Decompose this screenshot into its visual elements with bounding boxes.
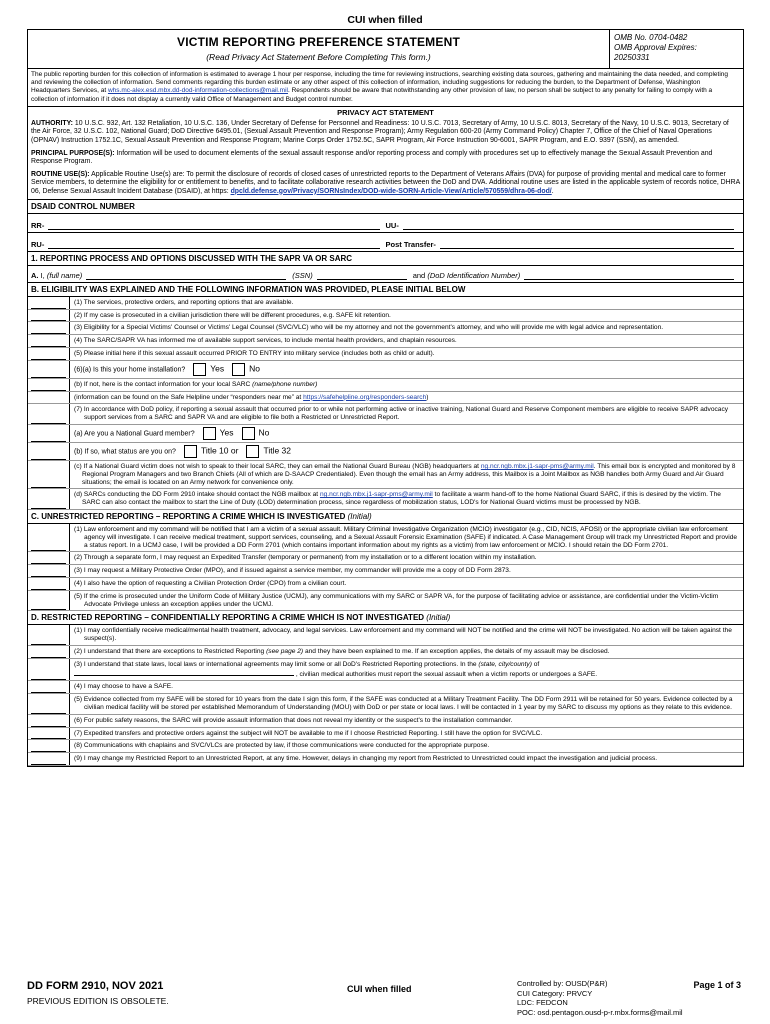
poc: POC: osd.pentagon.ousd-p-r.mbx.forms@mail.mil [517, 1007, 683, 1017]
cui-marking-top: CUI when filled [347, 14, 423, 26]
authority-paragraph [31, 120, 740, 145]
b-item-6b [28, 379, 743, 392]
burden-email-link[interactable]: whs.mc-alex.esd.mbx.dd-dod-information-collections@mail.mil [107, 87, 288, 95]
section-c-title [28, 510, 743, 524]
section-c-title-text: C. UNRESTRICTED REPORTING – REPORTING A CRIME WHICH IS INVESTIGATED [31, 511, 346, 521]
initial-field[interactable] [31, 740, 66, 752]
d-item-1 [28, 681, 743, 694]
rr-label: RR- [31, 220, 45, 230]
post-transfer-field[interactable] [440, 240, 734, 249]
no-label: No [249, 363, 261, 374]
home-no-checkbox[interactable] [232, 363, 245, 376]
burden-statement [28, 69, 743, 107]
page-number: Page 1 of 3 [693, 980, 741, 990]
q7c-text: (c) If a National Guard victim does not wish to speak to their local SARC, they can email the National Guard Bureau (NGB) headquarters at [74, 463, 479, 470]
omb-expires-date: 20250331 [614, 53, 650, 62]
b-item-6c [28, 392, 743, 405]
full-name-label: (full name) [46, 270, 83, 280]
purpose-text: Information will be used to document elements of the sexual assault response and/or reporting process and comply with procedures set up to effectively manage the Sexual Assault Prevention and Response Program. [31, 149, 713, 166]
initial-field[interactable] [31, 681, 66, 693]
omb-block [609, 30, 743, 68]
q7d-text: (d) SARCs conducting the DD Form 2910 intake should contact the NGB mailbox at [74, 491, 319, 499]
b-item-7b [28, 443, 743, 461]
dsaid-title: DSAID CONTROL NUMBER [28, 200, 743, 214]
form-body [27, 29, 744, 767]
obsolete-notice: PREVIOUS EDITION IS OBSOLETE. [27, 996, 169, 1006]
d-item-2 [28, 694, 743, 715]
q7a-text: (a) Are you a National Guard member? [74, 430, 195, 438]
routine-label: ROUTINE USE(S): [31, 171, 90, 179]
yes-label: Yes [210, 363, 225, 374]
authority-text: 10 U.S.C. 932, Art. 132 Retaliation, 10 U.S.C. 136, Under Secretary of Defense for Personnel and Readiness: 10 U.S.C. 7013, Secretary of Army, 10 U.S.C. 8013, Secretary of the Navy, 10 U.S.C. 9013, Secretary of the Air Force, 32 U.S.C. 102, National Guard; DoD Directive 6495.01, (Sexual Assault Prevention and Response Program); Army Regulation 600-20 (Army Command Policy) Chapter 7, Office of the Chief of Naval Operations (OPNAV) Instruction 1752.1C, Sexual Assault Prevention and Response Program; Marine Corps Order 1752.5C, SAPR Program, Air Force Instruction 90-6001, SAPR Program, and E.O. 9397 (SSN), as amended. [31, 120, 729, 144]
safe-helpline-link[interactable]: https://safehelpline.org/responders-search [303, 393, 427, 401]
initial-field[interactable] [31, 310, 66, 322]
title-block [28, 30, 609, 68]
footer [27, 980, 744, 1020]
d-item-text: (5) Evidence collected from my SAFE will be stored for 10 years from the date I sign this form, if the SAFE was conducted at a Military Treatment Facility. The DD Form 2911 will be retained for 50 years. Evidence collected by a civilian medical facility will be stored per established Memorandum of Understanding (MOU) with DoD or per state or local laws. I will be contacted in 1 year by my SARC to discuss my options as they relate to this evidence. [74, 696, 733, 711]
d-item-3 [28, 659, 743, 682]
dsaid-row-2 [28, 233, 743, 252]
b-item-7a [28, 425, 743, 443]
c-item-2 [28, 552, 743, 565]
initial-field[interactable] [31, 489, 66, 509]
initial-field[interactable] [31, 552, 66, 564]
b-item-1 [28, 297, 743, 310]
uu-label: UU- [385, 220, 399, 230]
q7d-end: to facilitate a warm hand-off to the home National Guard SARC, if this is desired by the victim. The SARC can also contact the mailbox to start the Line of Duty (LOD) determination process, since regardless of mobilization status, LOD's for National Guard victims must be processed by NGB. [82, 491, 721, 507]
title32-checkbox[interactable] [246, 445, 259, 458]
c-item-5 [28, 591, 743, 612]
d-item-4 [28, 728, 743, 741]
privacy-act-statement [28, 107, 743, 200]
dod-id-label: (DoD Identification Number) [427, 270, 521, 280]
dsaid-row-1 [28, 214, 743, 233]
full-name-field[interactable] [86, 271, 286, 280]
sorn-link[interactable]: dpcld.defense.gov/Privacy/SORNsIndex/DOD-wide-SORN-Article-View/Article/570559/dhra-06-dod/ [230, 187, 552, 195]
d-item-6 [28, 753, 743, 766]
q7b-text: (b) If so, what status are you on? [74, 448, 176, 456]
initial-field[interactable] [31, 728, 66, 740]
a-label: A. [31, 270, 39, 280]
d-item-text: (4) I may choose to have a SAFE. [74, 683, 173, 691]
c-item-3 [28, 565, 743, 578]
home-yes-checkbox[interactable] [193, 363, 206, 376]
initial-field[interactable] [31, 461, 66, 488]
initial-field[interactable] [31, 443, 66, 460]
d-item-5 [28, 740, 743, 753]
d-item-text: (6) For public safety reasons, the SARC will provide assault information that does not reveal my identity or the suspect's to the installation commander. [74, 716, 513, 724]
d2-italic: (see page 2) [266, 647, 304, 655]
section-a-row [28, 266, 743, 283]
d-item-text: (9) I may change my Restricted Report to an Unrestricted Report, at any time. However, delays in changing my report from Restricted to Unrestricted could impact the investigation and judicial process. [74, 755, 658, 763]
form-subtitle: (Read Privacy Act Statement Before Completing This form.) [206, 52, 431, 62]
initial-field[interactable] [31, 591, 66, 611]
b-item-text: (5) Please initial here if this sexual assault occurred PRIOR TO ENTRY into military service (includes both as child or adult). [74, 350, 435, 358]
burden-text-2: . Respondents should be aware that notwithstanding any other provision of law, no person shall be subject to any penalty for failing to comply with a collection of information if it does not display a currently valid Office of Management and Budget control number. [31, 87, 713, 103]
c-item-text: (1) Law enforcement and my command will be notified that I am a victim of a sexual assault. Military Criminal Investigative Organization (MCIO) investigator (e.g., CID, NCIS, AFOSI) or the appropriate civilian law enforcement agency will investigate. I can receive medical treatment, support services, counseling, and a Sexual Assault Forensic Examination (SAFE) if indicated. A Case Management Group will track my Unrestricted Report and provide a status report. In a UCMJ case, I will be provided a DD Form 2701 (which contains important information about my rights as a victim) from law enforcement or MCIO. I should retain the DD Form 2701. [74, 525, 738, 549]
d3-of: of [533, 660, 540, 668]
routine-paragraph [31, 171, 740, 196]
and-label: and [412, 270, 426, 280]
guard-no-checkbox[interactable] [242, 427, 255, 440]
purpose-label: PRINCIPAL PURPOSE(S): [31, 149, 115, 157]
d1-text: (1) I may confidentially receive medical/mental health treatment, advocacy, and legal services. Law enforcement and my command will NOT be notified and the crime will NOT be investigated. No action will be taken against the suspect(s). [74, 627, 732, 643]
initial-field[interactable] [31, 694, 66, 714]
q6a-text: (6)(a) Is this your home installation? [74, 366, 186, 374]
initial-field[interactable] [31, 335, 66, 347]
authority-label: AUTHORITY: [31, 120, 73, 128]
d3-end: , civilian medical authorities must report the sexual assault when a victim reports or undergoes a SAFE. [295, 670, 598, 678]
cui-marking-bottom: CUI when filled [347, 984, 412, 994]
burden-text: The public reporting burden for this collection of information is estimated to average 1 hour per response, including the time for reviewing instructions, searching existing data sources, gathering and maintaining the data needed, and completing and reviewing the collection of information. Send comments regarding this burden estimate or any other aspect of this collection of information, including suggestions for reducing the burden, to the Department of Defense, Washington Headquarters Services, at [31, 71, 728, 95]
d-item-3 [28, 715, 743, 728]
d3-text: (3) I understand that state laws, local laws or international agreements may limit some or all DoD's Restricted Reporting protections. In the [74, 660, 477, 668]
initial-field[interactable] [31, 625, 66, 645]
omb-number: OMB No. 0704-0482 [614, 33, 688, 42]
c-item-text: (2) Through a separate form, I may request an Expedited Transfer (temporary or permanent) from my installation or to a different location within my installation. [74, 554, 537, 562]
b-item-text: (4) The SARC/SAPR VA has informed me of available support services, to include mental health providers, and chaplain resources. [74, 337, 457, 345]
initial-field[interactable] [31, 379, 66, 391]
section-b-title: B. ELIGIBILITY WAS EXPLAINED AND THE FOLLOWING INFORMATION WAS PROVIDED, PLEASE INITIAL BELOW [28, 283, 743, 297]
initial-field[interactable] [31, 425, 66, 442]
initial-field[interactable] [31, 565, 66, 577]
ru-field[interactable] [48, 240, 379, 249]
uu-field[interactable] [403, 221, 734, 230]
b-item-7c [28, 461, 743, 489]
title10-checkbox[interactable] [184, 445, 197, 458]
b-item-text: (2) If my case is prosecuted in a civilian jurisdiction there will be different procedures, e.g. SAFE kit retention. [74, 311, 391, 319]
initial-field[interactable] [31, 524, 66, 551]
q6b-italic: (name/phone number) [252, 380, 318, 388]
section-d-title-text: D. RESTRICTED REPORTING – CONFIDENTIALLY REPORTING A CRIME WHICH IS NOT INVESTIGATED [31, 613, 425, 623]
b-item-text: (3) Eligibility for a Special Victims' Counsel or Victims' Legal Counsel (SVC/VLC) who will be my attorney and not the government's attorney, and who will provide me with legal advice and representation. [74, 324, 664, 332]
b-item-text: (1) The services, protective orders, and reporting options that are available. [74, 298, 294, 306]
section-d-title [28, 611, 743, 625]
purpose-paragraph [31, 150, 740, 166]
rr-field[interactable] [48, 221, 379, 230]
q6c-end: ) [426, 393, 429, 401]
c-item-text: (5) If the crime is prosecuted under the Uniform Code of Military Justice (UCMJ), any communications with my SARC or SAPR VA, for the purpose of facilitating advice or assistance, are confidential under the Victim-Victim Advocate Privilege unless an exception applies under the UCMJ. [74, 592, 719, 608]
ru-label: RU- [31, 239, 45, 249]
c-item-text: (3) I may request a Military Protective Order (MPO), and if issued against a service member, my commander will provide me a copy of DD Form 2873. [74, 567, 511, 575]
c-item-1 [28, 524, 743, 552]
b-item-3 [28, 322, 743, 335]
initial-field[interactable] [31, 659, 66, 681]
q6b-text: (b) If not, here is the contact information for your local SARC [74, 380, 251, 388]
form-title: VICTIM REPORTING PREFERENCE STATEMENT [177, 35, 460, 49]
routine-end: . [551, 187, 554, 195]
ssn-label: (SSN) [292, 270, 313, 280]
initial-field[interactable] [31, 753, 66, 765]
q6c-text: (information can be found on the Safe Helpline under “responders near me” at [74, 393, 302, 401]
initial-field[interactable] [31, 322, 66, 334]
q7-text: (7) In accordance with DoD policy, if reporting a sexual assault that occurred prior to or while not performing active or inactive training, National Guard and Reserve Component members are eligible to receive SAPR advocacy support services from a SARC and SAPR VA and are eligible to file both a Restricted or Unrestricted Report. [74, 406, 729, 422]
b-item-7 [28, 404, 743, 425]
d-item-text: (7) Expedited transfers and protective orders against the subject will NOT be available to me if I choose Restricted Reporting. I still have the option for SVC/VLC. [74, 729, 543, 737]
c-item-text: (4) I also have the option of requesting a Civilian Protection Order (CPO) from a civilian court. [74, 579, 347, 587]
d-item-2 [28, 646, 743, 659]
yes-label: Yes [219, 427, 234, 438]
title10-label: Title 10 or [200, 445, 239, 456]
ngb-email-link-2[interactable]: ng.ncr.ngb.mbx.j1-sapr-pms@army.mil [319, 491, 433, 499]
title32-label: Title 32 [263, 445, 291, 456]
section-d-initial: (Initial) [426, 613, 451, 623]
initial-field[interactable] [31, 361, 66, 378]
initial-field[interactable] [31, 578, 66, 590]
section-c-initial: (Initial) [347, 511, 372, 521]
b-item-7d [28, 489, 743, 510]
state-city-field[interactable] [74, 669, 294, 676]
ldc: LDC: FEDCON [517, 998, 568, 1007]
initial-field[interactable] [31, 404, 66, 424]
initial-field[interactable] [31, 297, 66, 309]
cui-category: CUI Category: PRVCY [517, 988, 593, 998]
q7c-end: . This email box is encrypted and monitored by 8 Regional Program Managers and two Branch Chiefs (All of which are D-SAACP Credentialed). Even though the email has an Army address, this Mailbox is a Joint Mailbox as NGB handles both Army Guard and Air Guard situations; the email is located on an Army network for convenience only. [82, 463, 736, 486]
b-item-4 [28, 335, 743, 348]
omb-expires-label: OMB Approval Expires: [614, 43, 697, 52]
initial-field[interactable] [31, 715, 66, 727]
ssn-field[interactable] [317, 271, 407, 280]
b-item-2 [28, 310, 743, 323]
control-block [517, 979, 683, 1017]
initial-field[interactable] [31, 348, 66, 360]
privacy-title: PRIVACY ACT STATEMENT [337, 108, 434, 117]
ngb-email-link[interactable]: ng.ncr.ngb.mbx.j1-sapr-pms@army.mil [480, 463, 594, 470]
controlled-by: Controlled by: OUSD(P&R) [517, 979, 608, 988]
guard-yes-checkbox[interactable] [203, 427, 216, 440]
form-number: DD FORM 2910, NOV 2021 [27, 980, 164, 992]
d-item-text: (8) Communications with chaplains and SVC/VLCs are protected by law, if those communications were conducted for the appropriate purpose. [74, 742, 490, 750]
d2-text: (2) I understand that there are exceptions to Restricted Reporting [74, 647, 265, 655]
a-i: I, [40, 270, 45, 280]
initial-field[interactable] [31, 646, 66, 658]
section-1-title: 1. REPORTING PROCESS AND OPTIONS DISCUSSED WITH THE SAPR VA OR SARC [28, 252, 743, 266]
post-transfer-label: Post Transfer- [385, 239, 436, 249]
d3-italic: (state, city/county) [478, 660, 532, 668]
d2-end: and they have been explained to me. If an exception applies, the details of my assault may be disclosed. [304, 647, 610, 655]
no-label: No [258, 427, 270, 438]
routine-text: Applicable Routine Use(s) are: To permit the disclosure of records of closed cases of unrestricted reports to the Department of Veterans Affairs (DVA) for purpose of providing mental and medical care to former Service members, to determine the eligibility for or entitlement to benefits, and to facilitate collaborative research activities between the DoD and DVA. Additional routine uses are listed in the applicable system of records notice, DHRA 06, Defense Sexual Assault Incident Database (DSAID), at https: [31, 171, 740, 195]
b-item-6a [28, 361, 743, 379]
b-item-5 [28, 348, 743, 361]
form-header [28, 30, 743, 69]
c-item-4 [28, 578, 743, 591]
d-item-1 [28, 625, 743, 646]
dod-id-field[interactable] [524, 271, 734, 280]
